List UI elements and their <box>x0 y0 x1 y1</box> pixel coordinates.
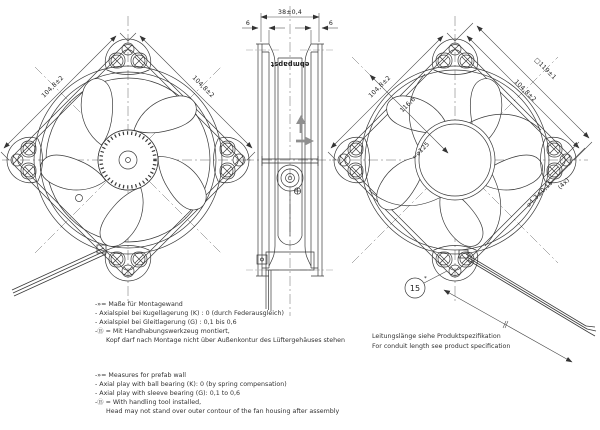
balloon-note-mark: * <box>424 276 427 282</box>
note-line: - Axialspiel bei Kugellagerung (K) : 0 (durch Federausgleich) <box>95 310 284 317</box>
dim-rear-edge-right: 104,8±2 <box>512 78 538 104</box>
cable-length-note-de: Leitungslänge siehe Produktspezifikation <box>372 333 501 340</box>
note-line: Kopf darf nach Montage nicht über Außenkontur des Lüftergehäuses stehen <box>106 337 345 344</box>
ground-symbol <box>294 188 300 194</box>
note-line: - Axial play with sleeve bearing (G): 0,1 to 0,6 <box>95 390 241 397</box>
dim-rear-square: □119±1 <box>532 56 558 82</box>
front-lead-wires <box>12 245 106 296</box>
venturi-profile-right <box>305 44 311 266</box>
rotation-up-arrow-icon <box>296 115 306 133</box>
balloon-callout-15 <box>405 276 427 298</box>
cable-length-note-en: For conduit length see product specification <box>372 343 511 350</box>
cable-length-note <box>372 332 510 352</box>
dim-rear-diagonal: 116,6 <box>398 95 418 115</box>
centerlines <box>2 6 588 316</box>
rear-lead-wires <box>459 250 596 336</box>
dim-flange-right: 6 <box>328 20 334 27</box>
brand-logo: ebmpapst <box>270 60 310 68</box>
dim-rear-edge-left: 104,8±2 <box>367 74 393 100</box>
blade-hole <box>76 195 83 202</box>
dim-flange-left: 6 <box>245 20 251 27</box>
dim-front-edge-left: 104,8±2 <box>40 74 66 100</box>
notes-german <box>95 300 345 345</box>
note-line: - Axialspiel bei Gleitlagerung (G) : 0,1 bis 0,6 <box>95 319 237 326</box>
dim-rear-hub: ≈⌀125 <box>410 140 432 162</box>
balloon-label: 15 <box>409 284 421 293</box>
dim-rear-hole: ⌀4,3±0,15 <box>525 179 555 209</box>
note-line: - Axial play with ball bearing (K): 0 (by spring compensation) <box>95 381 287 388</box>
notes-english <box>95 371 339 416</box>
dim-rear-hole-qty: (4x) <box>556 176 572 192</box>
note-line: Head may not stand over outer contour of the fan housing after assembly <box>106 408 340 415</box>
note-line: -⑮ = Mit Handhabungswerkzeug montiert, <box>95 328 230 335</box>
dim-depth: 38±0,4 <box>277 9 303 16</box>
dim-front-edge-right: 104,8±2 <box>190 74 216 100</box>
note-line: -»= Measures for prefab wall <box>95 372 187 379</box>
venturi-profile-left <box>269 44 275 266</box>
note-line: -⑮ = With handling tool installed, <box>95 399 202 406</box>
note-line: -»= Maße für Montagewand <box>95 301 183 308</box>
